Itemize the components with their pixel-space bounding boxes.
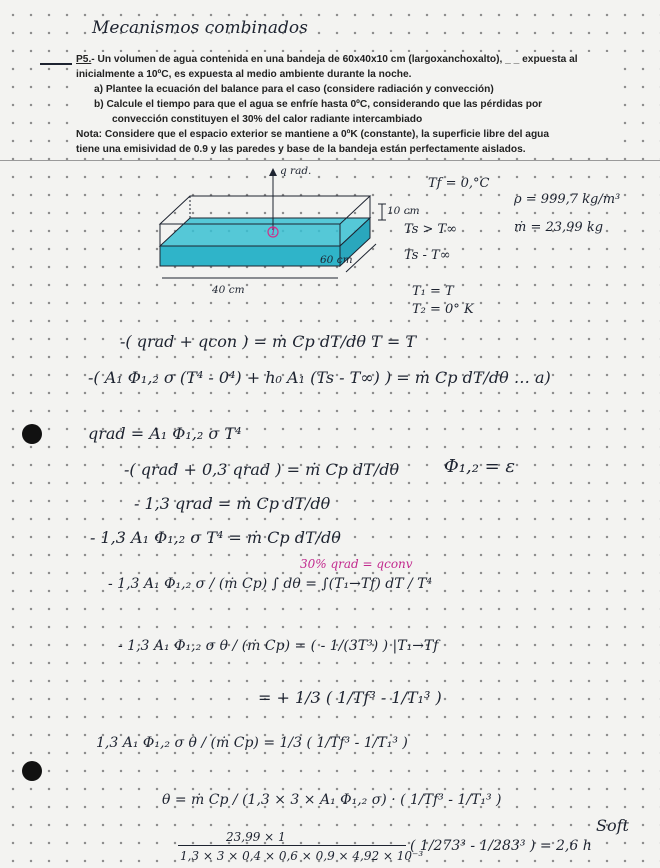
signature: Soft [596, 816, 629, 835]
tf-label: Tf = 0,°C [428, 176, 490, 191]
water-front [160, 246, 340, 266]
node-label: 1 [270, 226, 277, 238]
ts-minus-tinf: Ts - T∞ [404, 248, 451, 263]
equation-7: - 1,3 A₁ Φ₁,₂ σ / (ṁ Cp) ∫ dθ = ∫(T₁→Tf) dT / T⁴ [108, 576, 433, 592]
equation-12-tail: ( 1/273³ - 1/283³ ) = 2,6 h [410, 838, 592, 854]
equation-6-note: 30% qrad = qconv [300, 557, 413, 571]
equation-12-denominator: 1,3 × 3 × 0,4 × 0,6 × 0,9 × 4,92 × 10⁻³ [180, 849, 424, 863]
equation-4: -( qrad + 0,3 qrad ) = ṁ Cp dT/dθ [124, 460, 400, 479]
paste-edge [0, 160, 660, 161]
equation-12-numerator: 23,99 × 1 [226, 830, 286, 844]
binder-hole-bottom [22, 761, 42, 781]
equation-2: -( A₁ Φ₁,₂ σ (T⁴ - 0⁴) + h₀ A₁ (Ts - T∞) ) = ṁ Cp dT/dθ … a) [88, 368, 551, 387]
equation-8: - 1,3 A₁ Φ₁,₂ σ θ / (ṁ Cp) = ( - 1/(3T³) ) |T₁→Tf [118, 638, 439, 654]
width-label: 40 cm [212, 284, 245, 296]
problem-note-2: tiene una emisividad de 0.9 y las paredes y base de la bandeja están perfectamente aislados. [76, 144, 526, 155]
water-surface [160, 218, 370, 246]
equation-9: = + 1/3 ( 1/Tf³ - 1/T₁³ ) [258, 688, 442, 707]
problem-item-b-2: convección constituyen el 30% del calor radiante intercambiado [112, 114, 423, 125]
ts-gt-tinf: Ts > T∞ [404, 222, 458, 237]
problem-note-1: Nota: Considere que el espacio exterior se mantiene a 0ºK (constante), la superficie libre del agua [76, 129, 550, 140]
t2-label: T₂ = 0° K [412, 302, 474, 317]
page-title: Mecanismos combinados [92, 18, 308, 38]
equation-3b: Φ₁,₂ = ε [444, 456, 516, 477]
equation-6: - 1,3 A₁ Φ₁,₂ σ T⁴ = ṁ Cp dT/dθ [90, 528, 341, 547]
equation-1: -( qrad + qcon ) = ṁ Cp dT/dθ T = T [120, 332, 417, 351]
problem-item-b-1: b) Calcule el tiempo para que el agua se enfríe hasta 0ºC, considerando que las pérdidas por [94, 99, 543, 110]
mass-value: ṁ = 23,99 kg [514, 220, 604, 235]
equation-5: - 1,3 qrad = ṁ Cp dT/dθ [134, 494, 331, 513]
q-rad-label: q rad. [280, 165, 312, 177]
margin-dash [40, 63, 72, 65]
problem-label: P5. [76, 54, 92, 65]
rho-value: ρ = 999,7 kg/m³ [514, 192, 621, 207]
printed-problem [76, 52, 616, 157]
problem-line-1 [76, 52, 616, 67]
fraction-bar [178, 845, 406, 846]
problem-statement-2: inicialmente a 10ºC, es expuesta al medio ambiente durante la noche. [76, 69, 412, 80]
radiation-arrow-head [269, 168, 277, 176]
problem-statement-1: - Un volumen de agua contenida en una bandeja de 60x40x10 cm (largoxanchoxalto), _ _ expuesta al [91, 54, 578, 65]
binder-hole-top [22, 424, 42, 444]
equation-3: qrad = A₁ Φ₁,₂ σ T⁴ [88, 424, 242, 443]
t1-label: T₁ = T [412, 284, 454, 299]
problem-item-a: a) Plantee la ecuación del balance para el caso (considere radiación y convección) [94, 84, 494, 95]
height-label: 10 cm [387, 205, 420, 217]
equation-11: θ = ṁ Cp / (1,3 × 3 × A₁ Φ₁,₂ σ) · ( 1/Tf³ - 1/T₁³ ) [162, 792, 502, 808]
length-label: 60 cm [320, 254, 353, 266]
equation-10: 1,3 A₁ Φ₁,₂ σ θ / (ṁ Cp) = 1/3 ( 1/Tf³ - 1/T₁³ ) [96, 735, 408, 751]
